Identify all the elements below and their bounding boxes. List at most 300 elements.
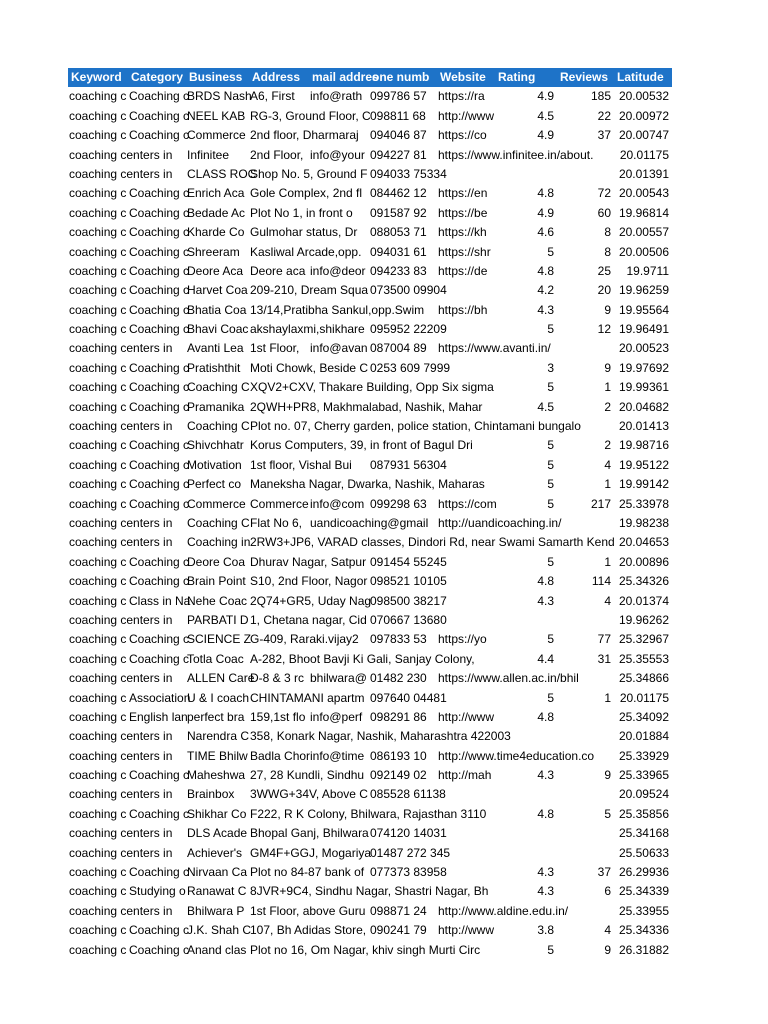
- cell-latitude[interactable]: 20.00523: [618, 341, 669, 356]
- cell-phone[interactable]: 088053 71: [370, 225, 427, 240]
- cell-keyword[interactable]: coaching c: [69, 380, 127, 395]
- cell-business[interactable]: Coaching C: [187, 515, 250, 530]
- cell-business[interactable]: Harvet Coa: [187, 283, 248, 298]
- cell-email[interactable]: info@avan: [310, 341, 368, 356]
- cell-reviews[interactable]: 2: [604, 438, 611, 453]
- cell-phone[interactable]: 095952 22209: [370, 322, 447, 337]
- cell-website[interactable]: https://en: [438, 186, 488, 201]
- cell-phone[interactable]: 074120 14031: [370, 826, 447, 841]
- cell-category[interactable]: Coaching c: [129, 942, 190, 957]
- cell-latitude[interactable]: 26.31882: [618, 942, 669, 957]
- cell-address[interactable]: 3WWG+34V, Above C: [250, 787, 368, 802]
- cell-keyword[interactable]: coaching centers in: [69, 787, 173, 802]
- cell-phone[interactable]: 094046 87: [370, 128, 427, 143]
- cell-business[interactable]: Pratishthit: [187, 360, 241, 375]
- cell-keyword[interactable]: coaching c: [69, 942, 127, 957]
- cell-website[interactable]: https://www.infinitee.in/about.: [438, 147, 594, 162]
- cell-latitude[interactable]: 19.99142: [618, 477, 669, 492]
- header-website[interactable]: Website: [440, 70, 486, 84]
- cell-keyword[interactable]: coaching c: [69, 302, 127, 317]
- cell-phone[interactable]: 094233 83: [370, 263, 427, 278]
- cell-category[interactable]: Class in Na: [129, 593, 191, 608]
- cell-phone[interactable]: 077373 83958: [370, 865, 447, 880]
- cell-address[interactable]: 209-210, Dream Squa: [250, 283, 369, 298]
- cell-keyword[interactable]: coaching centers in: [69, 671, 173, 686]
- cell-rating[interactable]: 3: [547, 360, 554, 375]
- cell-address[interactable]: 107, Bh Adidas Store,: [250, 923, 367, 938]
- cell-keyword[interactable]: coaching c: [69, 89, 127, 104]
- cell-rating[interactable]: 4.9: [537, 89, 554, 104]
- cell-latitude[interactable]: 19.96491: [618, 322, 669, 337]
- cell-reviews[interactable]: 72: [597, 186, 611, 201]
- cell-latitude[interactable]: 19.98716: [618, 438, 669, 453]
- cell-category[interactable]: Coaching c: [129, 457, 190, 472]
- cell-reviews[interactable]: 4: [604, 593, 611, 608]
- cell-latitude[interactable]: 25.33955: [618, 903, 669, 918]
- cell-address[interactable]: 13/14,Pratibha Sankul,opp.Swim: [250, 302, 425, 317]
- cell-rating[interactable]: 5: [547, 554, 554, 569]
- cell-phone[interactable]: 01487 272 345: [370, 845, 451, 860]
- cell-keyword[interactable]: coaching c: [69, 923, 127, 938]
- cell-address[interactable]: Badla Chor: [250, 748, 311, 763]
- cell-business[interactable]: ALLEN Care: [187, 671, 255, 686]
- cell-address[interactable]: Gulmohar status, Dr: [250, 225, 358, 240]
- cell-reviews[interactable]: 60: [597, 205, 611, 220]
- cell-category[interactable]: Coaching c: [129, 574, 190, 589]
- cell-category[interactable]: Studying o: [129, 884, 186, 899]
- cell-keyword[interactable]: coaching c: [69, 768, 127, 783]
- cell-email[interactable]: uandicoaching@gmail: [310, 515, 429, 530]
- cell-business[interactable]: NEEL KAB: [187, 108, 246, 123]
- cell-address[interactable]: 1st Floor, above Guru: [250, 903, 366, 918]
- cell-latitude[interactable]: 20.00896: [618, 554, 669, 569]
- cell-address[interactable]: 1st Floor,: [250, 341, 300, 356]
- cell-business[interactable]: Bedade Ac: [187, 205, 246, 220]
- cell-reviews[interactable]: 185: [590, 89, 611, 104]
- cell-rating[interactable]: 5: [547, 496, 554, 511]
- cell-business[interactable]: BRDS Nash: [187, 89, 252, 104]
- cell-category[interactable]: Coaching c: [129, 768, 190, 783]
- cell-address[interactable]: 2nd Floor,: [250, 147, 304, 162]
- header-address[interactable]: Address: [252, 70, 301, 84]
- cell-business[interactable]: CLASS ROC: [187, 166, 257, 181]
- cell-latitude[interactable]: 20.00747: [618, 128, 669, 143]
- cell-phone[interactable]: 098291 86: [370, 709, 427, 724]
- cell-reviews[interactable]: 1: [604, 380, 611, 395]
- cell-category[interactable]: Coaching c: [129, 244, 190, 259]
- cell-website[interactable]: http://mah: [438, 768, 492, 783]
- cell-category[interactable]: Coaching c: [129, 263, 190, 278]
- cell-rating[interactable]: 4.9: [537, 128, 554, 143]
- cell-rating[interactable]: 5: [547, 477, 554, 492]
- cell-business[interactable]: perfect bra: [187, 709, 245, 724]
- cell-keyword[interactable]: coaching c: [69, 205, 127, 220]
- cell-address[interactable]: Maneksha Nagar, Dwarka, Nashik, Maharas: [250, 477, 485, 492]
- cell-latitude[interactable]: 19.96262: [618, 612, 669, 627]
- cell-reviews[interactable]: 1: [604, 690, 611, 705]
- cell-phone[interactable]: 0253 609 7999: [370, 360, 451, 375]
- cell-address[interactable]: Flat No 6,: [250, 515, 303, 530]
- cell-phone[interactable]: 091454 55245: [370, 554, 447, 569]
- cell-rating[interactable]: 4.8: [537, 709, 554, 724]
- header-keyword[interactable]: Keyword: [71, 70, 122, 84]
- cell-keyword[interactable]: coaching centers in: [69, 166, 173, 181]
- cell-reviews[interactable]: 1: [604, 477, 611, 492]
- cell-business[interactable]: PARBATI D: [187, 612, 249, 627]
- cell-reviews[interactable]: 8: [604, 225, 611, 240]
- cell-rating[interactable]: 3.8: [537, 923, 554, 938]
- cell-keyword[interactable]: coaching c: [69, 399, 127, 414]
- cell-keyword[interactable]: coaching centers in: [69, 826, 173, 841]
- cell-business[interactable]: Shreeram: [187, 244, 240, 259]
- cell-latitude[interactable]: 25.50633: [618, 845, 669, 860]
- cell-category[interactable]: Association: [129, 690, 191, 705]
- cell-latitude[interactable]: 20.09524: [618, 787, 669, 802]
- cell-latitude[interactable]: 25.35856: [618, 806, 669, 821]
- cell-keyword[interactable]: coaching c: [69, 186, 127, 201]
- cell-phone[interactable]: 087004 89: [370, 341, 427, 356]
- header-rating[interactable]: Rating: [498, 70, 536, 84]
- cell-business[interactable]: Maheshwa: [187, 768, 246, 783]
- cell-phone[interactable]: 090241 79: [370, 923, 427, 938]
- header-reviews[interactable]: Reviews: [560, 70, 609, 84]
- header-category[interactable]: Category: [131, 70, 184, 84]
- cell-keyword[interactable]: coaching c: [69, 263, 127, 278]
- cell-business[interactable]: J.K. Shah C: [187, 923, 252, 938]
- cell-address[interactable]: Shop No. 5, Ground F: [250, 166, 368, 181]
- cell-latitude[interactable]: 25.35553: [618, 651, 669, 666]
- cell-keyword[interactable]: coaching c: [69, 593, 127, 608]
- cell-latitude[interactable]: 20.00543: [618, 186, 669, 201]
- cell-address[interactable]: 2RW3+JP6, VARAD classes, Dindori Rd, near Swami Samarth Kend: [250, 535, 615, 550]
- cell-latitude[interactable]: 25.34326: [618, 574, 669, 589]
- cell-website[interactable]: https://com: [438, 496, 497, 511]
- cell-latitude[interactable]: 20.01413: [618, 419, 669, 434]
- cell-keyword[interactable]: coaching c: [69, 438, 127, 453]
- cell-category[interactable]: Coaching c: [129, 632, 190, 647]
- cell-keyword[interactable]: coaching c: [69, 709, 127, 724]
- cell-rating[interactable]: 5: [547, 942, 554, 957]
- cell-email[interactable]: info@perf: [310, 709, 363, 724]
- cell-address[interactable]: Plot no. 07, Cherry garden, police station, Chintamani bungalo: [250, 419, 581, 434]
- cell-business[interactable]: Achiever's: [187, 845, 242, 860]
- cell-category[interactable]: Coaching c: [129, 128, 190, 143]
- cell-latitude[interactable]: 25.33929: [618, 748, 669, 763]
- cell-business[interactable]: Perfect co: [187, 477, 242, 492]
- cell-keyword[interactable]: coaching c: [69, 884, 127, 899]
- cell-phone[interactable]: 091587 92: [370, 205, 427, 220]
- cell-keyword[interactable]: coaching c: [69, 457, 127, 472]
- cell-phone[interactable]: 084462 12: [370, 186, 427, 201]
- cell-website[interactable]: https://kh: [438, 225, 487, 240]
- cell-rating[interactable]: 4.8: [537, 186, 554, 201]
- cell-address[interactable]: RG-3, Ground Floor, C: [250, 108, 371, 123]
- cell-keyword[interactable]: coaching c: [69, 865, 127, 880]
- cell-category[interactable]: Coaching c: [129, 438, 190, 453]
- cell-latitude[interactable]: 20.01374: [618, 593, 669, 608]
- cell-category[interactable]: Coaching c: [129, 806, 190, 821]
- cell-address[interactable]: 1, Chetana nagar, Cid: [250, 612, 367, 627]
- cell-latitude[interactable]: 25.34168: [618, 826, 669, 841]
- cell-website[interactable]: http://www.time4education.co: [438, 748, 595, 763]
- cell-keyword[interactable]: coaching c: [69, 128, 127, 143]
- cell-reviews[interactable]: 114: [591, 574, 611, 589]
- cell-phone[interactable]: 094227 81: [370, 147, 427, 162]
- cell-keyword[interactable]: coaching c: [69, 477, 127, 492]
- cell-keyword[interactable]: coaching centers in: [69, 341, 173, 356]
- cell-rating[interactable]: 4.2: [537, 283, 554, 298]
- cell-business[interactable]: Anand clas: [187, 942, 247, 957]
- cell-address[interactable]: Plot No 1, in front o: [250, 205, 353, 220]
- cell-keyword[interactable]: coaching c: [69, 806, 127, 821]
- cell-business[interactable]: Brain Point: [187, 574, 246, 589]
- cell-business[interactable]: Coaching C: [187, 419, 250, 434]
- cell-keyword[interactable]: coaching c: [69, 283, 127, 298]
- cell-website[interactable]: https://shr: [438, 244, 491, 259]
- cell-business[interactable]: Commerce: [187, 128, 246, 143]
- cell-latitude[interactable]: 20.04682: [618, 399, 669, 414]
- cell-category[interactable]: Coaching c: [129, 380, 190, 395]
- cell-business[interactable]: Avanti Lea: [187, 341, 244, 356]
- cell-phone[interactable]: 087931 56304: [370, 457, 447, 472]
- cell-website[interactable]: http://www.aldine.edu.in/: [438, 903, 569, 918]
- cell-website[interactable]: https://yo: [438, 632, 487, 647]
- cell-business[interactable]: Narendra C: [187, 729, 250, 744]
- cell-category[interactable]: Coaching c: [129, 283, 190, 298]
- cell-category[interactable]: Coaching c: [129, 496, 190, 511]
- cell-phone[interactable]: 097833 53: [370, 632, 427, 647]
- cell-rating[interactable]: 5: [547, 380, 554, 395]
- cell-reviews[interactable]: 37: [597, 128, 611, 143]
- cell-latitude[interactable]: 20.00557: [618, 225, 669, 240]
- cell-business[interactable]: Nirvaan Ca: [187, 865, 248, 880]
- cell-business[interactable]: Deore Aca: [187, 263, 244, 278]
- cell-latitude[interactable]: 25.34092: [618, 709, 669, 724]
- cell-rating[interactable]: 5: [547, 244, 554, 259]
- cell-address[interactable]: Kasliwal Arcade,opp.: [250, 244, 362, 259]
- cell-keyword[interactable]: coaching centers in: [69, 612, 173, 627]
- cell-address[interactable]: Deore aca: [250, 263, 306, 278]
- cell-business[interactable]: Infinitee: [187, 147, 230, 162]
- cell-rating[interactable]: 4.9: [537, 205, 554, 220]
- cell-keyword[interactable]: coaching centers in: [69, 748, 173, 763]
- cell-reviews[interactable]: 1: [604, 554, 611, 569]
- cell-email[interactable]: info@deor: [310, 263, 366, 278]
- cell-business[interactable]: Commerce: [187, 496, 246, 511]
- cell-business[interactable]: Brainbox: [187, 787, 235, 802]
- cell-address[interactable]: Bhopal Ganj, Bhilwara: [250, 826, 369, 841]
- cell-business[interactable]: Shikhar Co: [187, 806, 247, 821]
- cell-latitude[interactable]: 19.99361: [618, 380, 669, 395]
- cell-address[interactable]: D-8 & 3 rc: [250, 671, 305, 686]
- cell-rating[interactable]: 5: [547, 632, 554, 647]
- cell-rating[interactable]: 5: [547, 457, 554, 472]
- cell-latitude[interactable]: 25.32967: [618, 632, 669, 647]
- cell-latitude[interactable]: 20.01391: [618, 166, 669, 181]
- cell-website[interactable]: http://uandicoaching.in/: [438, 515, 562, 530]
- cell-address[interactable]: F222, R K Colony, Bhilwara, Rajasthan 3110: [250, 806, 487, 821]
- cell-business[interactable]: Kharde Co: [187, 225, 245, 240]
- cell-keyword[interactable]: coaching c: [69, 108, 127, 123]
- cell-latitude[interactable]: 19.98238: [618, 515, 669, 530]
- cell-email[interactable]: bhilwara@: [310, 671, 367, 686]
- cell-phone[interactable]: 094031 61: [370, 244, 427, 259]
- cell-keyword[interactable]: coaching c: [69, 225, 127, 240]
- cell-address[interactable]: Dhurav Nagar, Satpur: [250, 554, 367, 569]
- cell-address[interactable]: Plot no 16, Om Nagar, khiv singh Murti Circ: [250, 942, 481, 957]
- cell-business[interactable]: Pramanika: [187, 399, 245, 414]
- cell-website[interactable]: https://de: [438, 263, 488, 278]
- cell-website[interactable]: http://www: [438, 108, 495, 123]
- cell-latitude[interactable]: 19.97692: [618, 360, 669, 375]
- cell-website[interactable]: https://www.avanti.in/: [438, 341, 551, 356]
- cell-rating[interactable]: 4.3: [537, 865, 554, 880]
- cell-keyword[interactable]: coaching c: [69, 651, 127, 666]
- cell-latitude[interactable]: 25.33965: [618, 768, 669, 783]
- cell-business[interactable]: Ranawat C: [187, 884, 247, 899]
- cell-business[interactable]: U & I coach: [187, 690, 250, 705]
- cell-address[interactable]: G-409, Raraki.vijay2: [250, 632, 359, 647]
- cell-reviews[interactable]: 12: [597, 322, 611, 337]
- cell-phone[interactable]: 073500 09904: [370, 283, 447, 298]
- cell-keyword[interactable]: coaching centers in: [69, 903, 173, 918]
- cell-category[interactable]: Coaching c: [129, 302, 190, 317]
- cell-address[interactable]: S10, 2nd Floor, Nagor: [250, 574, 368, 589]
- cell-rating[interactable]: 4.3: [537, 884, 554, 899]
- cell-rating[interactable]: 4.8: [537, 806, 554, 821]
- cell-keyword[interactable]: coaching centers in: [69, 147, 173, 162]
- cell-address[interactable]: Commerce: [250, 496, 309, 511]
- cell-address[interactable]: A-282, Bhoot Bavji Ki Gali, Sanjay Colony,: [250, 651, 475, 666]
- cell-business[interactable]: Coaching in: [187, 535, 251, 550]
- cell-address[interactable]: Plot no 84-87 bank of: [250, 865, 365, 880]
- cell-email[interactable]: info@time: [310, 748, 365, 763]
- cell-rating[interactable]: 5: [547, 690, 554, 705]
- cell-rating[interactable]: 5: [547, 322, 554, 337]
- cell-business[interactable]: Enrich Aca: [187, 186, 245, 201]
- cell-rating[interactable]: 4.3: [537, 593, 554, 608]
- cell-category[interactable]: Coaching c: [129, 205, 190, 220]
- cell-reviews[interactable]: 37: [597, 865, 611, 880]
- cell-reviews[interactable]: 4: [604, 457, 611, 472]
- cell-business[interactable]: Shivchhatr: [187, 438, 244, 453]
- cell-business[interactable]: Nehe Coac: [187, 593, 248, 608]
- cell-address[interactable]: Gole Complex, 2nd fl: [250, 186, 363, 201]
- cell-latitude[interactable]: 19.95564: [618, 302, 669, 317]
- cell-category[interactable]: Coaching c: [129, 322, 190, 337]
- cell-category[interactable]: Coaching c: [129, 923, 190, 938]
- cell-category[interactable]: English lan: [129, 709, 188, 724]
- cell-reviews[interactable]: 8: [604, 244, 611, 259]
- cell-keyword[interactable]: coaching c: [69, 690, 127, 705]
- cell-latitude[interactable]: 25.34336: [618, 923, 669, 938]
- cell-address[interactable]: 1st floor, Vishal Bui: [250, 457, 352, 472]
- cell-reviews[interactable]: 9: [604, 942, 611, 957]
- cell-business[interactable]: Deore Coa: [187, 554, 246, 569]
- cell-category[interactable]: Coaching c: [129, 360, 190, 375]
- header-phone[interactable]: one numb: [372, 70, 430, 84]
- header-latitude[interactable]: Latitude: [617, 70, 664, 84]
- cell-business[interactable]: TIME Bhilw: [187, 748, 248, 763]
- cell-business[interactable]: Bhatia Coa: [187, 302, 247, 317]
- cell-reviews[interactable]: 9: [604, 302, 611, 317]
- cell-business[interactable]: SCIENCE Z: [187, 632, 252, 647]
- cell-rating[interactable]: 4.4: [537, 651, 554, 666]
- cell-website[interactable]: http://www: [438, 923, 495, 938]
- cell-address[interactable]: CHINTAMANI apartm: [250, 690, 365, 705]
- cell-rating[interactable]: 4.8: [537, 263, 554, 278]
- cell-phone[interactable]: 098871 24: [370, 903, 427, 918]
- cell-latitude[interactable]: 20.01175: [619, 690, 669, 705]
- cell-keyword[interactable]: coaching c: [69, 574, 127, 589]
- cell-address[interactable]: GM4F+GGJ, Mogariya: [250, 845, 372, 860]
- cell-category[interactable]: Coaching c: [129, 225, 190, 240]
- cell-keyword[interactable]: coaching centers in: [69, 535, 173, 550]
- cell-business[interactable]: Totla Coac: [187, 651, 244, 666]
- cell-phone[interactable]: 098521 10105: [370, 574, 447, 589]
- cell-email[interactable]: info@com: [310, 496, 365, 511]
- cell-latitude[interactable]: 20.00532: [618, 89, 669, 104]
- cell-reviews[interactable]: 22: [597, 108, 611, 123]
- cell-phone[interactable]: 099786 57: [370, 89, 427, 104]
- cell-latitude[interactable]: 20.04653: [618, 535, 669, 550]
- cell-category[interactable]: Coaching c: [129, 554, 190, 569]
- cell-address[interactable]: akshaylaxmi,shikhare: [250, 322, 365, 337]
- cell-rating[interactable]: 4.8: [537, 574, 554, 589]
- cell-reviews[interactable]: 4: [604, 923, 611, 938]
- cell-address[interactable]: 8JVR+9C4, Sindhu Nagar, Shastri Nagar, Bh: [250, 884, 489, 899]
- cell-keyword[interactable]: coaching c: [69, 322, 127, 337]
- cell-keyword[interactable]: coaching c: [69, 496, 127, 511]
- cell-latitude[interactable]: 26.29936: [618, 865, 669, 880]
- cell-latitude[interactable]: 20.00506: [618, 244, 669, 259]
- cell-email[interactable]: info@rath: [310, 89, 363, 104]
- cell-business[interactable]: Bhilwara P: [187, 903, 245, 918]
- cell-address[interactable]: A6, First: [250, 89, 295, 104]
- cell-latitude[interactable]: 19.9711: [626, 263, 669, 278]
- cell-keyword[interactable]: coaching centers in: [69, 515, 173, 530]
- cell-phone[interactable]: 098500 38217: [370, 593, 447, 608]
- cell-keyword[interactable]: coaching c: [69, 244, 127, 259]
- cell-phone[interactable]: 097640 04481: [370, 690, 447, 705]
- cell-phone[interactable]: 092149 02: [370, 768, 427, 783]
- cell-reviews[interactable]: 9: [604, 768, 611, 783]
- cell-keyword[interactable]: coaching centers in: [69, 419, 173, 434]
- cell-phone[interactable]: 098811 68: [370, 108, 426, 123]
- cell-reviews[interactable]: 6: [604, 884, 611, 899]
- header-email[interactable]: mail addres: [312, 70, 379, 84]
- cell-address[interactable]: 358, Konark Nagar, Nashik, Maharashtra 422003: [250, 729, 511, 744]
- cell-phone[interactable]: 086193 10: [370, 748, 427, 763]
- cell-latitude[interactable]: 19.96259: [618, 283, 669, 298]
- cell-rating[interactable]: 4.3: [537, 768, 554, 783]
- cell-website[interactable]: https://co: [438, 128, 487, 143]
- cell-address[interactable]: 2nd floor, Dharmaraj: [250, 128, 359, 143]
- cell-website[interactable]: http://www: [438, 709, 495, 724]
- cell-business[interactable]: Coaching C: [187, 380, 250, 395]
- cell-phone[interactable]: 085528 61138: [370, 787, 446, 802]
- cell-address[interactable]: 159,1st flo: [250, 709, 306, 724]
- cell-latitude[interactable]: 20.00972: [618, 108, 669, 123]
- cell-reviews[interactable]: 25: [597, 263, 611, 278]
- cell-keyword[interactable]: coaching centers in: [69, 729, 173, 744]
- cell-category[interactable]: Coaching c: [129, 865, 190, 880]
- cell-rating[interactable]: 4.5: [537, 108, 554, 123]
- cell-keyword[interactable]: coaching c: [69, 632, 127, 647]
- cell-business[interactable]: DLS Acade: [187, 826, 248, 841]
- cell-reviews[interactable]: 2: [604, 399, 611, 414]
- cell-address[interactable]: Korus Computers, 39, in front of Bagul Dri: [250, 438, 473, 453]
